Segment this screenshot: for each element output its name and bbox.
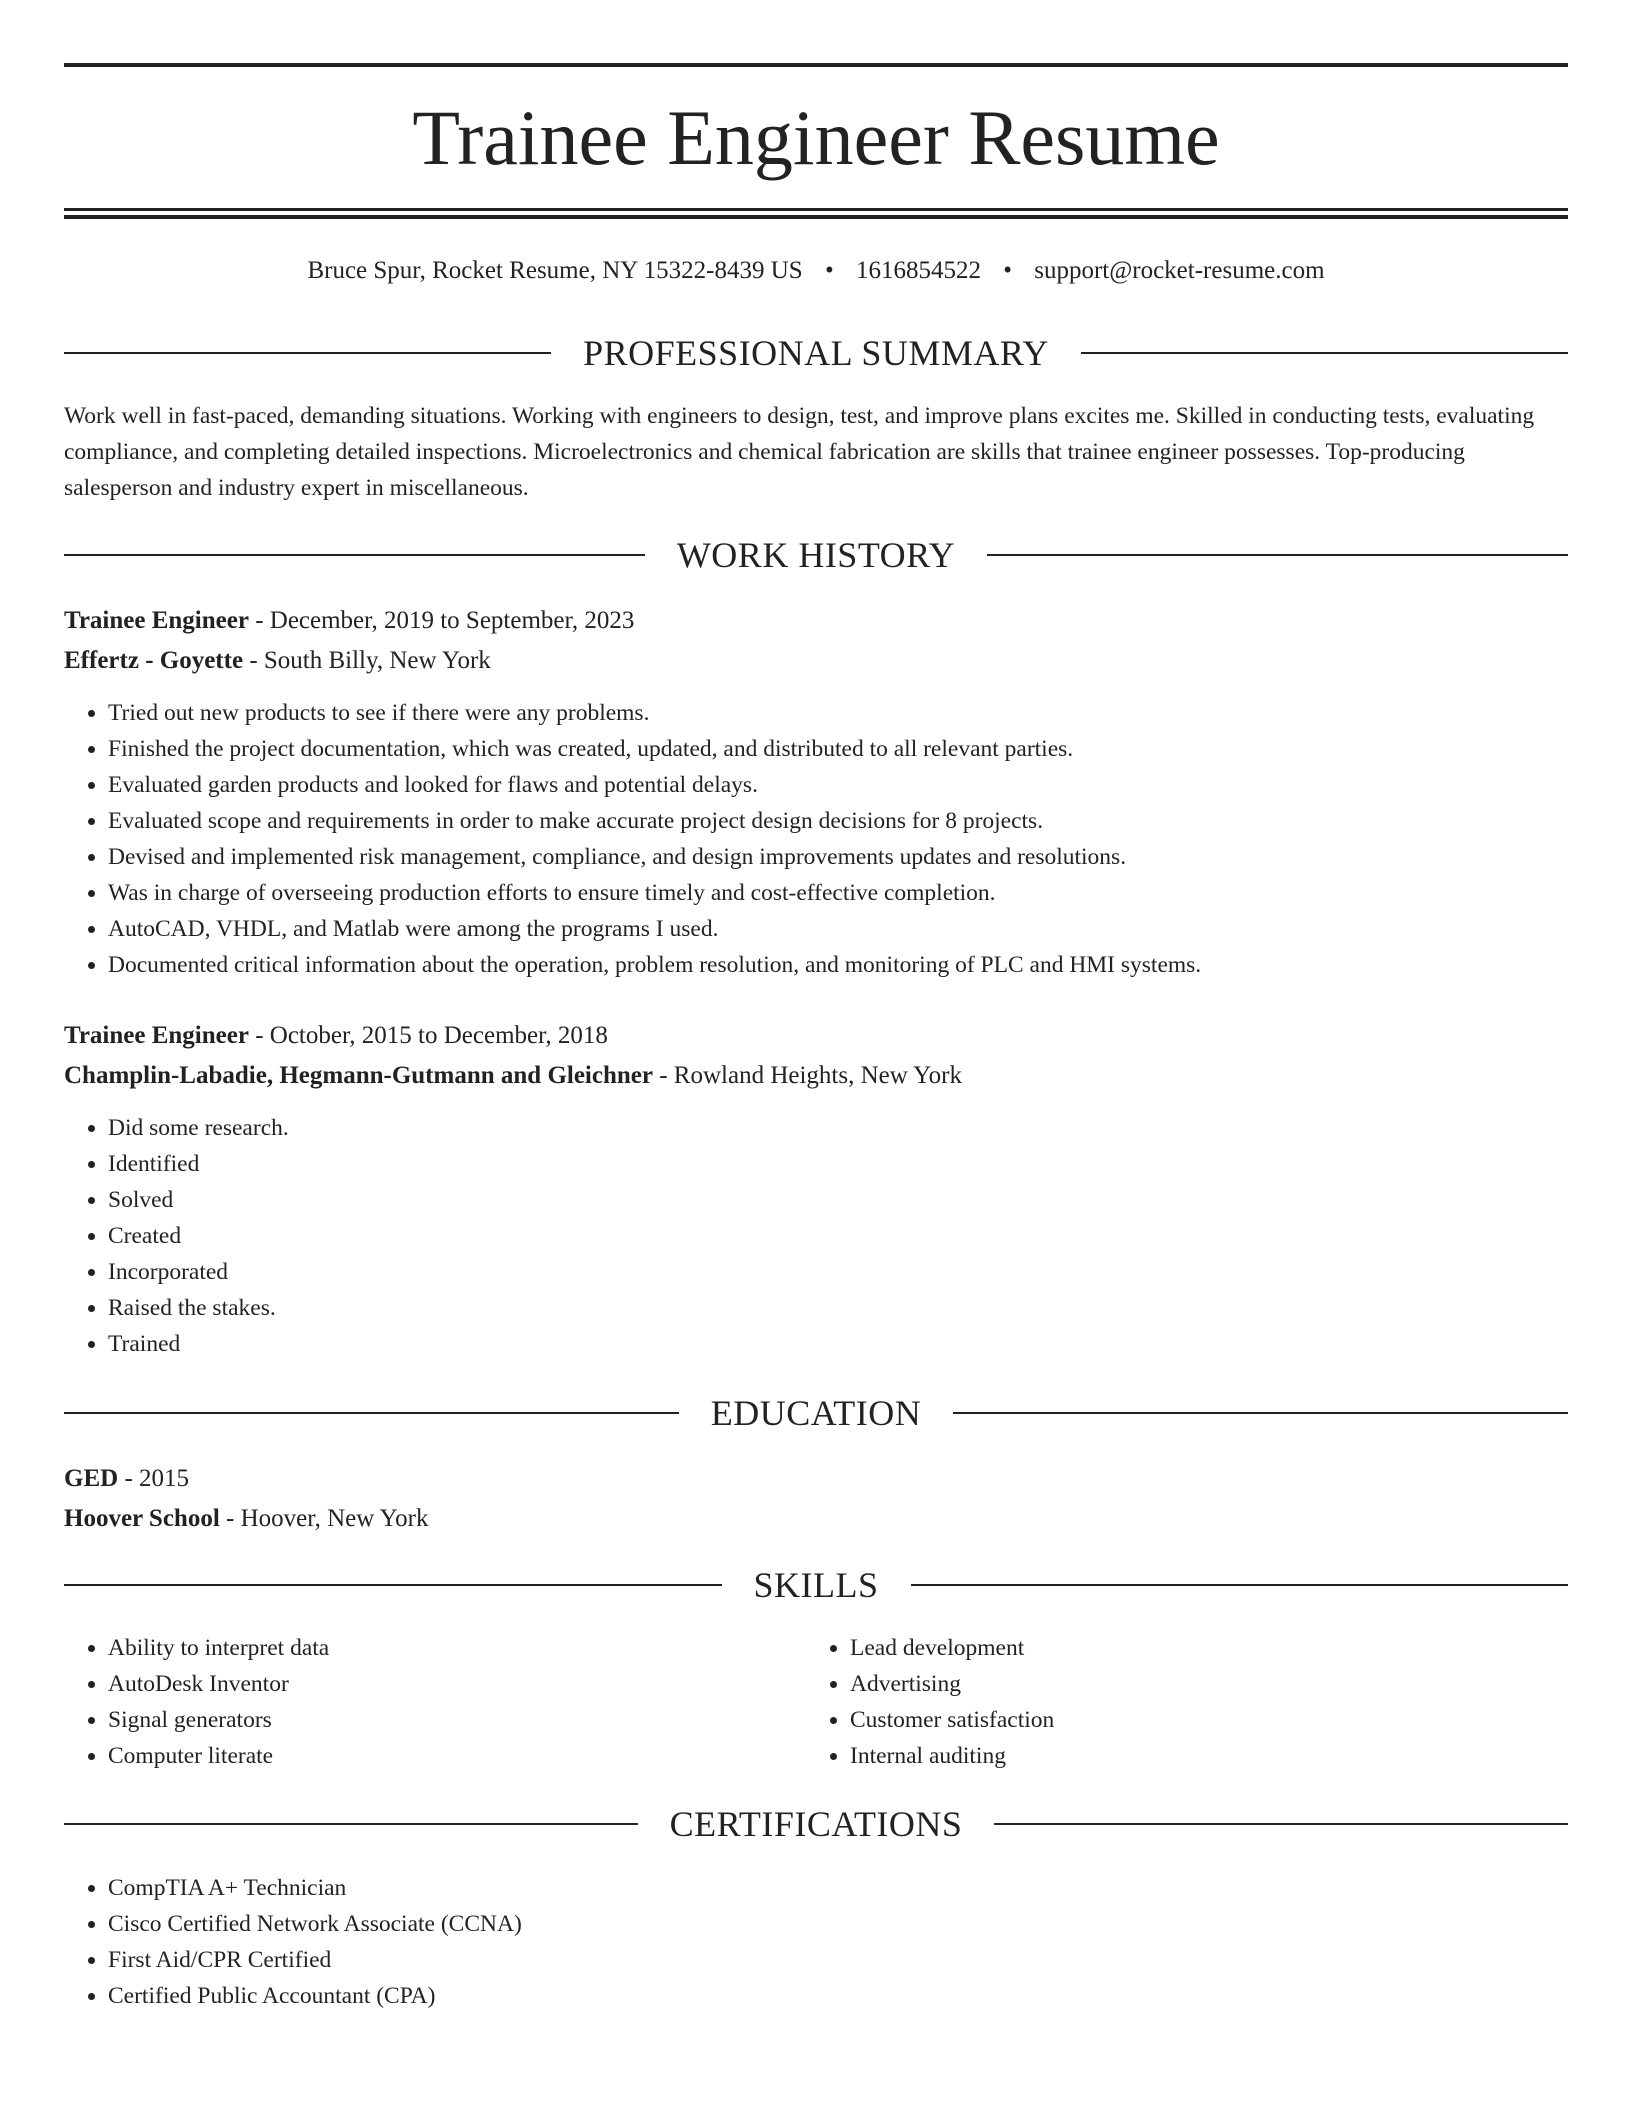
heading-rule [64, 1412, 679, 1414]
job-location: - South Billy, New York [243, 647, 491, 674]
contact-line [64, 254, 1568, 288]
job-dates: - October, 2015 to December, 2018 [248, 1022, 608, 1049]
education-degree: GED [64, 1465, 119, 1492]
education-degree-line [64, 1459, 1568, 1499]
skills-list-right [806, 1630, 1550, 1774]
top-rule [64, 63, 1568, 67]
section-title: EDUCATION [710, 1393, 922, 1433]
education-year: - 2015 [118, 1465, 190, 1492]
heading-rule [64, 352, 551, 354]
list-item: • Lead development [850, 1630, 1550, 1666]
heading-rule [64, 1584, 722, 1586]
job-2-bullets [64, 1110, 1568, 1362]
title-rule-lower [64, 215, 1568, 219]
contact-address: Bruce Spur, Rocket Resume, NY 15322-8439 US [307, 257, 803, 284]
job-title: Trainee Engineer [64, 607, 249, 634]
list-item: • Solved [108, 1182, 1568, 1218]
list-item: • Certified Public Accountant (CPA) [108, 1978, 1568, 2014]
list-item: • AutoCAD, VHDL, and Matlab were among the programs I used. [108, 911, 1568, 947]
section-title: CERTIFICATIONS [669, 1804, 963, 1844]
skills-list-left [64, 1630, 808, 1774]
list-item: • CompTIA A+ Technician [108, 1870, 1568, 1906]
job-title-line [64, 1016, 1568, 1056]
section-title: SKILLS [753, 1565, 879, 1605]
job-company: Effertz - Goyette [64, 647, 244, 674]
heading-rule [953, 1412, 1568, 1414]
education-entry [64, 1459, 1568, 1539]
list-item: • Raised the stakes. [108, 1290, 1568, 1326]
section-heading-work [64, 532, 1568, 578]
job-company-line [64, 1056, 1568, 1096]
summary-text: Work well in fast-paced, demanding situations. Working with engineers to design, test, and improve plans excites me. Skilled in conducting tests, evaluating compliance, and completing detailed inspections. Microelectronics and chemical fabrication are skills that trainee engineer possesses. Top-producing salesperson and industry expert in miscellaneous. [64, 403, 1535, 501]
contact-phone: 1616854522 [855, 257, 981, 284]
certifications-list [64, 1870, 1568, 2014]
list-item: • Evaluated scope and requirements in order to make accurate project design decisions for 8 projects. [108, 803, 1568, 839]
heading-rule [994, 1823, 1568, 1825]
job-entry-1 [64, 601, 1568, 681]
job-location: - Rowland Heights, New York [652, 1062, 963, 1089]
list-item: • Computer literate [108, 1738, 808, 1774]
list-item: • Devised and implemented risk management, compliance, and design improvements updates and resolutions. [108, 839, 1568, 875]
heading-rule [64, 554, 645, 556]
list-item: • Identified [108, 1146, 1568, 1182]
contact-separator: • [824, 257, 834, 284]
list-item: • Finished the project documentation, which was created, updated, and distributed to all relevant parties. [108, 731, 1568, 767]
list-item: • Incorporated [108, 1254, 1568, 1290]
education-school: Hoover School [64, 1505, 220, 1532]
list-item: • Ability to interpret data [108, 1630, 808, 1666]
list-item: • Was in charge of overseeing production efforts to ensure timely and cost-effective completion. [108, 875, 1568, 911]
title-rule-upper [64, 208, 1568, 211]
list-item: • Cisco Certified Network Associate (CCNA) [108, 1906, 1568, 1942]
list-item: • Did some research. [108, 1110, 1568, 1146]
heading-rule [987, 554, 1568, 556]
contact-separator: • [1003, 257, 1012, 284]
list-item: • Tried out new products to see if there were any problems. [108, 695, 1568, 731]
list-item: • AutoDesk Inventor [108, 1666, 808, 1702]
list-item: • Advertising [850, 1666, 1550, 1702]
job-entry-2 [64, 1016, 1568, 1096]
list-item: • Created [108, 1218, 1568, 1254]
list-item: • Trained [108, 1326, 1568, 1362]
section-heading-certifications [64, 1801, 1568, 1847]
job-company-line [64, 641, 1568, 681]
section-heading-skills [64, 1562, 1568, 1608]
education-school-line [64, 1499, 1568, 1539]
job-title: Trainee Engineer [64, 1022, 249, 1049]
job-company: Champlin-Labadie, Hegmann-Gutmann and Gleichner [64, 1062, 653, 1089]
section-heading-education [64, 1390, 1568, 1436]
list-item: • Documented critical information about the operation, problem resolution, and monitoring of PLC and HMI systems. [108, 947, 1568, 983]
heading-rule [911, 1584, 1569, 1586]
education-location: - Hoover, New York [219, 1505, 429, 1532]
section-title: PROFESSIONAL SUMMARY [583, 333, 1049, 373]
heading-rule [1081, 352, 1568, 354]
list-item: • Customer satisfaction [850, 1702, 1550, 1738]
list-item: • Internal auditing [850, 1738, 1550, 1774]
page-title: Trainee Engineer Resume [412, 94, 1220, 181]
list-item: • First Aid/CPR Certified [108, 1942, 1568, 1978]
section-title: WORK HISTORY [676, 535, 956, 575]
job-1-bullets [64, 695, 1568, 983]
section-heading-summary [64, 330, 1568, 376]
job-title-line [64, 601, 1568, 641]
contact-email: support@rocket-resume.com [1034, 257, 1325, 284]
heading-rule [64, 1823, 638, 1825]
list-item: • Evaluated garden products and looked for flaws and potential delays. [108, 767, 1568, 803]
job-dates: - December, 2019 to September, 2023 [248, 607, 635, 634]
list-item: • Signal generators [108, 1702, 808, 1738]
